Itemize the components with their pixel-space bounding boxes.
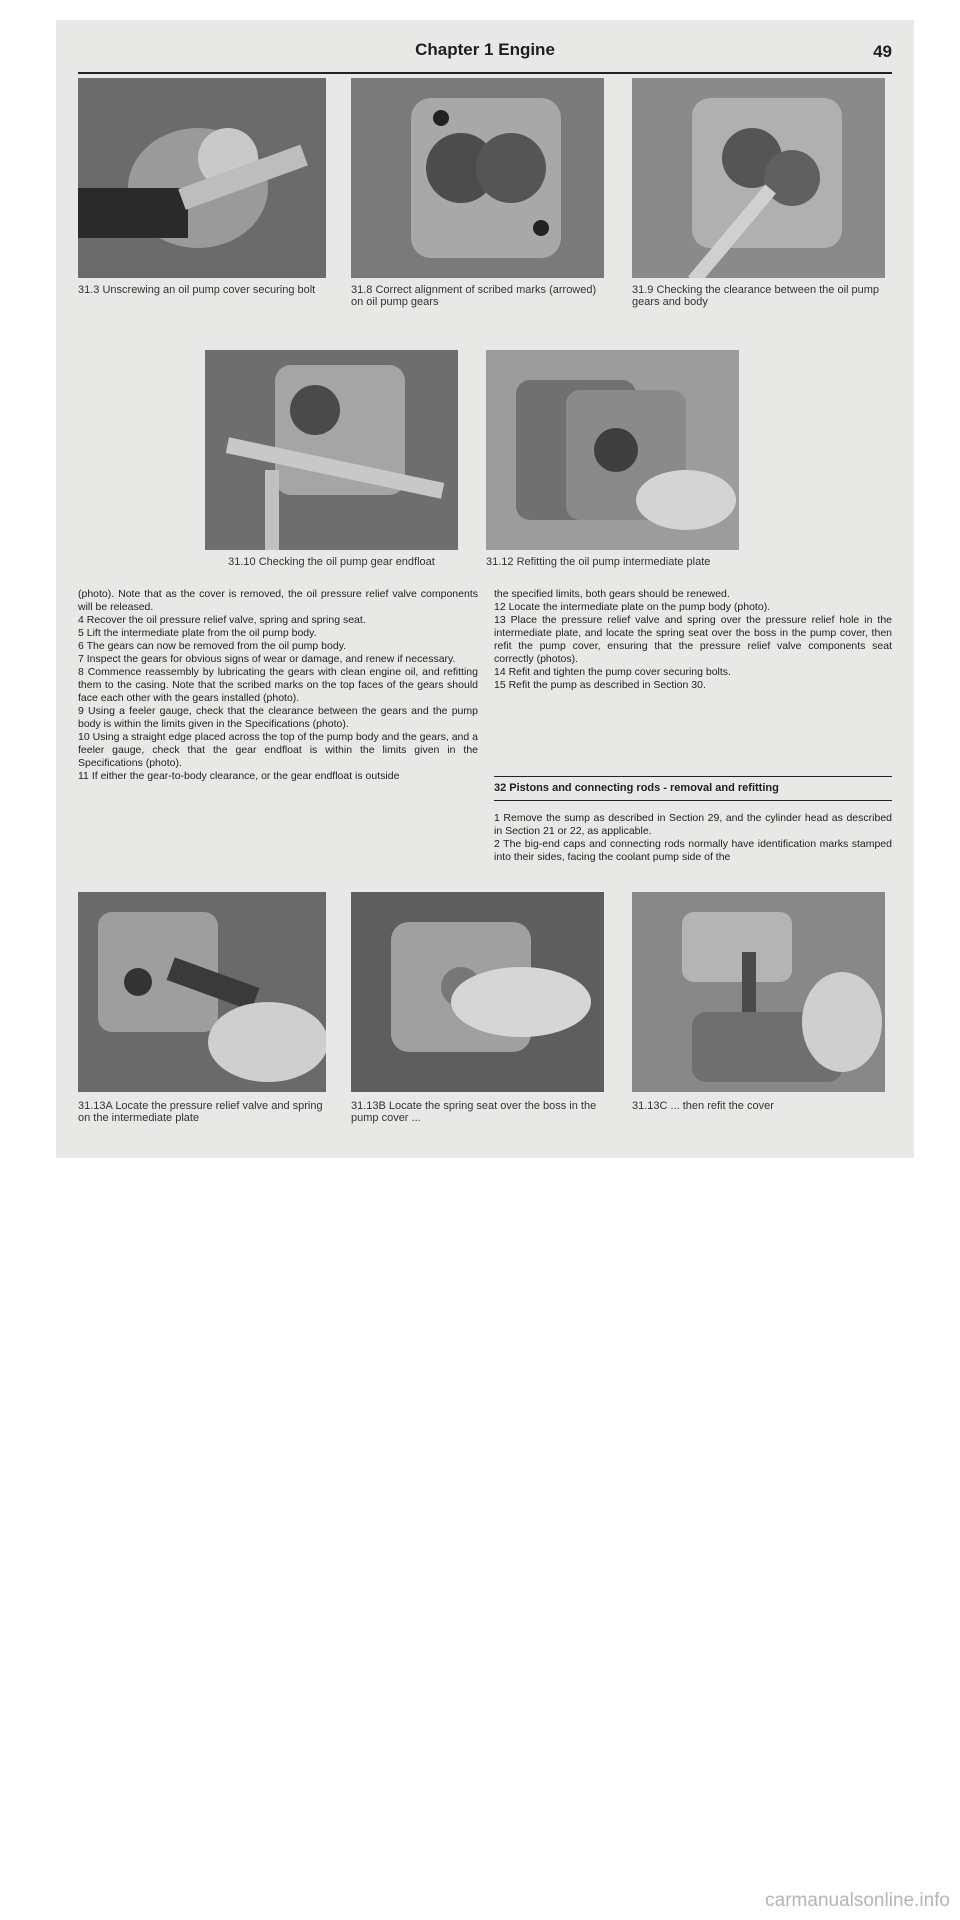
paragraph: 6 The gears can now be removed from the oil pump body. [78, 640, 347, 652]
photo-31-9 [632, 78, 885, 278]
paragraph: 4 Recover the oil pressure relief valve, spring and spring seat. [78, 614, 366, 626]
caption-31-13b: 31.13B Locate the spring seat over the boss in the pump cover ... [351, 1100, 597, 1124]
paragraph: 7 Inspect the gears for obvious signs of wear or damage, and renew if necessary. [78, 653, 456, 665]
photo-31-13a [78, 892, 326, 1092]
paragraph: 10 Using a straight edge placed across the top of the pump body and the gears, and a feeler gauge, check that the gear endfloat is within the limits given in the Specifications (photo). [78, 731, 478, 769]
left-text-column [78, 588, 478, 783]
paragraph: 13 Place the pressure relief valve and spring over the pressure relief hole in the intermediate plate, and locate the spring seat over the boss in the pump cover, then refit the pump cover, ensuring that the pressure relief valve components seat correctly (photos). [494, 614, 892, 665]
paragraph: the specified limits, both gears should be renewed. [494, 588, 730, 600]
photo-31-8 [351, 78, 604, 278]
paragraph: 5 Lift the intermediate plate from the oil pump body. [78, 627, 317, 639]
header-rule [78, 72, 892, 74]
paragraph: 11 If either the gear-to-body clearance, or the gear endfloat is outside [78, 770, 400, 782]
paragraph: 15 Refit the pump as described in Section 30. [494, 679, 706, 691]
manual-page [56, 20, 914, 1158]
caption-31-8: 31.8 Correct alignment of scribed marks (arrowed) on oil pump gears [351, 284, 597, 308]
paragraph: 14 Refit and tighten the pump cover securing bolts. [494, 666, 731, 678]
photo-31-13b [351, 892, 604, 1092]
section-text [494, 812, 892, 864]
page-number: 49 [873, 42, 892, 61]
photo-31-12 [486, 350, 739, 550]
site-watermark: carmanualsonline.info [765, 1890, 950, 1911]
right-text-column [494, 588, 892, 692]
caption-31-13a: 31.13A Locate the pressure relief valve and spring on the intermediate plate [78, 1100, 323, 1124]
caption-31-10: 31.10 Checking the oil pump gear endfloat [228, 556, 435, 568]
paragraph: 1 Remove the sump as described in Section 29, and the cylinder head as described in Section 21 or 22, as applicable. [494, 812, 892, 837]
caption-31-9: 31.9 Checking the clearance between the oil pump gears and body [632, 284, 880, 308]
chapter-title: Chapter 1 Engine [415, 40, 555, 59]
photo-31-10 [205, 350, 458, 550]
paragraph: (photo). Note that as the cover is removed, the oil pressure relief valve components will be released. [78, 588, 478, 613]
section-heading: 32 Pistons and connecting rods - removal and refitting [494, 782, 779, 794]
photo-31-3 [78, 78, 326, 278]
caption-31-3: 31.3 Unscrewing an oil pump cover securing bolt [78, 284, 316, 296]
paragraph: 2 The big-end caps and connecting rods normally have identification marks stamped into their sides, facing the coolant pump side of the [494, 838, 892, 863]
photo-31-13c [632, 892, 885, 1092]
caption-31-13c: 31.13C ... then refit the cover [632, 1100, 774, 1112]
caption-31-12: 31.12 Refitting the oil pump intermediate plate [486, 556, 711, 568]
section-rule-bottom [494, 800, 892, 801]
paragraph: 12 Locate the intermediate plate on the pump body (photo). [494, 601, 771, 613]
section-rule-top [494, 776, 892, 777]
paragraph: 9 Using a feeler gauge, check that the clearance between the gears and the pump body is within the limits given in the Specifications (photo). [78, 705, 478, 730]
paragraph: 8 Commence reassembly by lubricating the gears with clean engine oil, and refitting them to the casing. Note that the scribed marks on the top faces of the gears should face each other with the gears installed (photo). [78, 666, 478, 704]
